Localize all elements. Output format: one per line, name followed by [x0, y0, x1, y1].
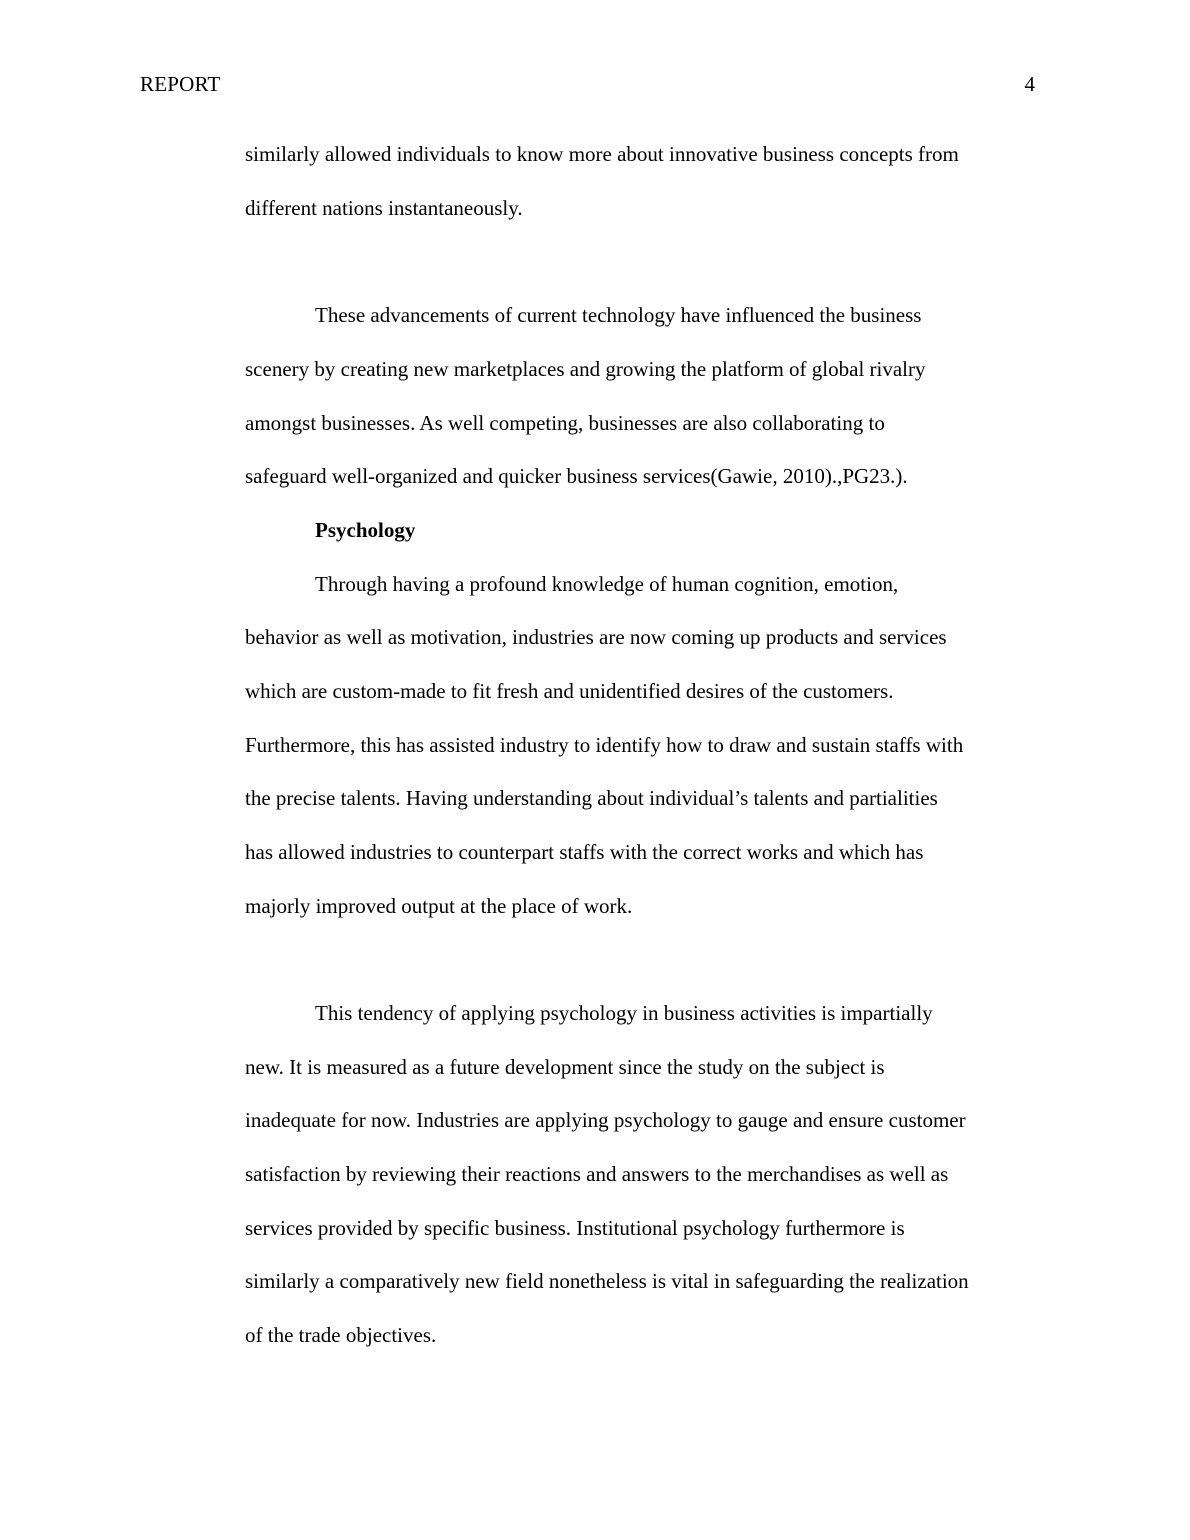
body-line: similarly a comparatively new field nonetheless is vital in safeguarding the realization: [245, 1269, 969, 1293]
body-line: different nations instantaneously.: [245, 196, 523, 220]
body-line: similarly allowed individuals to know more about innovative business concepts from: [245, 142, 959, 166]
body-line: majorly improved output at the place of work.: [245, 894, 633, 918]
running-head: REPORT: [140, 72, 221, 96]
body-line: which are custom-made to fit fresh and unidentified desires of the customers.: [245, 679, 894, 703]
body-line: This tendency of applying psychology in business activities is impartially: [315, 1001, 933, 1025]
body-line: inadequate for now. Industries are applying psychology to gauge and ensure customer: [245, 1108, 966, 1132]
section-heading: Psychology: [315, 518, 416, 542]
body-line: Furthermore, this has assisted industry to identify how to draw and sustain staffs with: [245, 733, 964, 757]
body-line: These advancements of current technology have influenced the business: [315, 303, 922, 327]
page-number: 4: [1024, 72, 1035, 96]
body-line: amongst businesses. As well competing, businesses are also collaborating to: [245, 411, 885, 435]
body-line: safeguard well-organized and quicker business services(Gawie, 2010).,PG23.).: [245, 464, 908, 488]
body-line: the precise talents. Having understanding about individual’s talents and partialities: [245, 786, 938, 810]
body-line: behavior as well as motivation, industries are now coming up products and services: [245, 625, 947, 649]
body-line: services provided by specific business. Institutional psychology furthermore is: [245, 1216, 905, 1240]
body-line: satisfaction by reviewing their reactions and answers to the merchandises as well as: [245, 1162, 949, 1186]
body-line: of the trade objectives.: [245, 1323, 437, 1347]
body-line: has allowed industries to counterpart staffs with the correct works and which has: [245, 840, 924, 864]
body-line: Through having a profound knowledge of human cognition, emotion,: [315, 572, 899, 596]
body-line: new. It is measured as a future development since the study on the subject is: [245, 1055, 885, 1079]
body-line: scenery by creating new marketplaces and growing the platform of global rivalry: [245, 357, 926, 381]
